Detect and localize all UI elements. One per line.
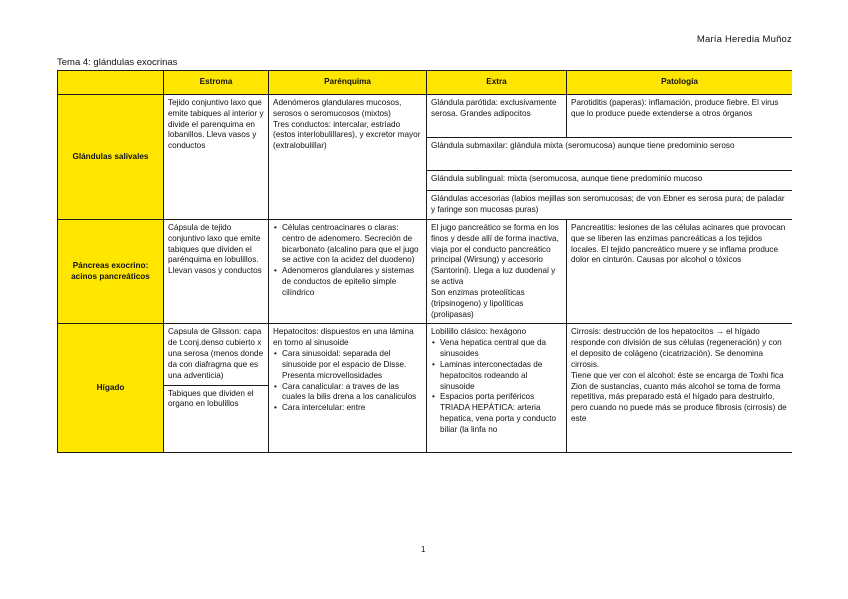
- list-item: • Adenomeros glandulares y sistemas de conductos de epitelio simple cilíndrico: [282, 266, 422, 298]
- row-pancreas: [58, 220, 793, 324]
- higado-estroma-tabiques: Tabiques que dividen el organo en lobulillos: [164, 385, 269, 452]
- list-item: • Laminas interconectadas de hepatocitos rodeando al sinusoide: [440, 360, 562, 392]
- higado-extra: [427, 324, 567, 452]
- list-item: • Células centroacinares o claras: centro de adenomero. Secreción de bicarbonato (alcalino para que el jugo se active con la acidez del duodeno): [282, 223, 422, 266]
- list-item: • Espacios porta periféricos TRIADA HEPÁTICA: arteria hepatica, vena porta y conducto biliar (la linfa no: [440, 392, 562, 435]
- list-item: • Cara sinusoidal: separada del sinusoide por el espacio de Disse. Presenta microvellosidades: [282, 349, 422, 381]
- pancreas-extra: El jugo pancreático se forma en los finos y desde allí de forma inactiva, viaja por el conducto pancreático principal (Wirsung) y accesorio (Santorini). Llega a luz duodenal y se activa Son enzimas proteolíticas (tripsinogeno) y lipolíticas (prolipasas): [427, 220, 567, 324]
- list-item: • Vena hepatica central que da sinusoides: [440, 338, 562, 360]
- header-estroma: Estroma: [164, 71, 269, 95]
- topic-title: Tema 4: glándulas exocrinas: [57, 57, 178, 68]
- header-extra: Extra: [427, 71, 567, 95]
- higado-patologia: Cirrosis: destrucción de los hepatocitos → el hígado responde con división de sus células (regeneración) y con el deposito de colágeno (cicatrización). Se denomina cirrosis. Tiene que ver con el alcohol: éste se encarga de Toxhi fica Zion de sustancias, cuanto más alcohol se toma de forma repetitiva, más preparado está el hígado para destruirlo, pero cuando no puede más se produce fibrosis (cirrosis) de este: [567, 324, 793, 452]
- salivales-parenquima: Adenómeros glandulares mucosos, serosos o seromucosos (mixtos) Tres conductos: intercalar, estriado (estos interlobulillares), y excretor mayor (extralobulillar): [269, 95, 427, 220]
- list-item: • Cara intercelular: entre: [282, 403, 422, 414]
- header-row: [58, 71, 793, 95]
- header-patologia: Patología: [567, 71, 793, 95]
- glands-table: [57, 70, 792, 453]
- rowhead-higado: Hígado: [58, 324, 164, 452]
- pancreas-parenquima: [269, 220, 427, 324]
- rowhead-pancreas: Páncreas exocrino: acinos pancreáticos: [58, 220, 164, 324]
- pancreas-parenquima-list: [273, 223, 422, 299]
- list-item: • Cara canalicular: a traves de las cuales la bilis drena a los canaliculos: [282, 382, 422, 404]
- parotida-extra: Glándula parótida: exclusivamente serosa. Grandes adipocitos: [427, 95, 567, 138]
- pancreas-estroma: Cápsula de tejido conjuntivo laxo que emite tabiques que dividen el parénquima en lobulillos. Llevan vasos y conductos: [164, 220, 269, 324]
- higado-parenquima-intro: Hepatocitos: dispuestos en una lámina en torno al sinusoide: [273, 327, 414, 348]
- higado-extra-list: [431, 338, 562, 435]
- pancreas-patologia: Pancreatitis: lesiones de las células acinares que provocan que se liberen las enzimas pancreáticas a los tejidos locales. El tejido pancreático muere y se inflama produce dolor en cinturón. Causas por alcohol o tóxicos: [567, 220, 793, 324]
- higado-parenquima: [269, 324, 427, 452]
- accesorias-cell: Glándulas accesorias (labios mejillas son seromucosas; de von Ebner es serosa pura; de paladar y faringe son mucosas puras): [427, 191, 793, 220]
- salivales-estroma: Tejido conjuntivo laxo que emite tabiques al interior y divide el parenquima en lobanillos. Lleva vasos y conductos: [164, 95, 269, 220]
- glands-table-container: [57, 70, 792, 485]
- row-higado-1: [58, 324, 793, 385]
- author-name: María Heredia Muñoz: [696, 34, 792, 45]
- header-corner: [58, 71, 164, 95]
- rowhead-salivales: Glándulas salivales: [58, 95, 164, 220]
- submaxilar-cell: Glándula submaxilar: glándula mixta (seromucosa) aunque tiene predominio seroso: [427, 138, 793, 171]
- header-parenquima: Parénquima: [269, 71, 427, 95]
- higado-estroma-capsula: Capsula de Glisson: capa de t.conj.denso cubierto x una serosa (menos donde da con diafragma que es una adventicia): [164, 324, 269, 385]
- parotida-patologia: Parotiditis (paperas): inflamación, produce fiebre. El virus que lo produce puede extenderse a otros órganos: [567, 95, 793, 138]
- sublingual-cell: Glándula sublingual: mixta (seromucosa, aunque tiene predominio mucoso: [427, 171, 793, 191]
- row-salivales-1: [58, 95, 793, 138]
- higado-extra-intro: Lobilillo clásico: hexágono: [431, 327, 527, 337]
- page-number: 1: [421, 545, 426, 554]
- higado-parenquima-list: [273, 349, 422, 414]
